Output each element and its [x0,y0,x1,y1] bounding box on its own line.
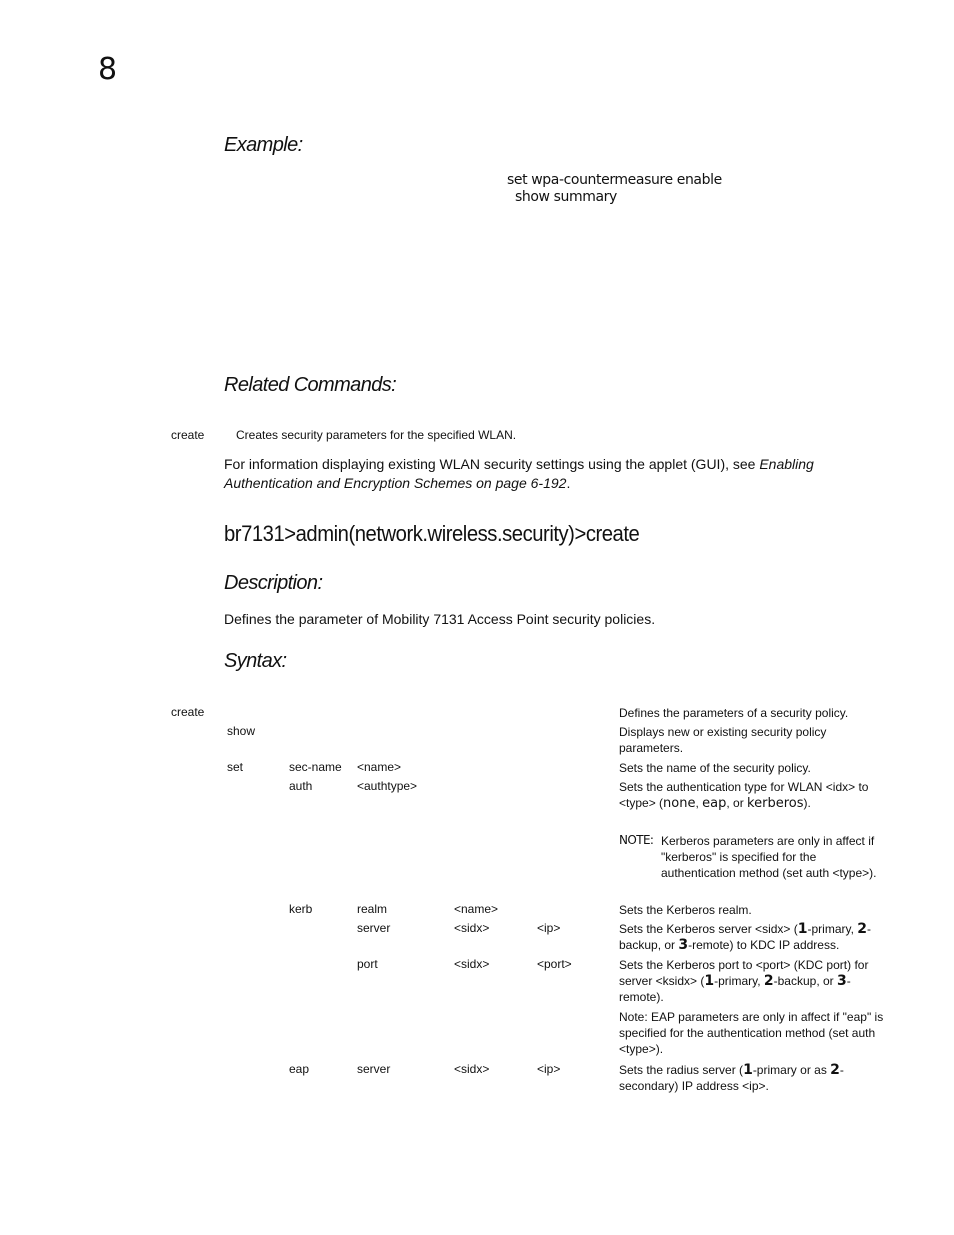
related-info-text: For information displaying existing WLAN security settings using the applet (GUI), see [224,456,760,472]
syntax-show: show [227,724,256,738]
syntax-eap: eap [289,1062,310,1076]
related-command-description: Creates security parameters for the specified WLAN. [236,428,517,442]
kerb-port-num-1: 1 [704,973,715,989]
syntax-kerb-server: server [357,921,391,935]
eap-server-desc-1: Sets the radius server ( [619,1063,744,1077]
syntax-kerb-server-desc [619,921,884,953]
kerb-port-desc-4: -remote). [619,974,851,1004]
syntax-eap-server-desc [619,1062,884,1094]
syntax-kerb-server-ip: <ip> [537,921,561,935]
syntax-eap-server: server [357,1062,391,1076]
auth-keyword-none: none [663,796,696,811]
example-line-1: set wpa-countermeasure enable [507,172,722,188]
kerb-server-desc-2: -primary, [807,922,858,936]
kerb-server-desc-4: -remote) to KDC IP address. [688,938,840,952]
syntax-show-desc: Displays new or existing security policy parameters. [619,725,827,755]
syntax-set: set [227,760,244,774]
syntax-kerb-port-sidx: <sidx> [454,957,490,971]
kerb-port-desc-2: -primary, [714,974,764,988]
syntax-kerb-port: port [357,957,378,971]
kerb-port-num-3: 3 [837,973,847,989]
eap-server-num-2: 2 [830,1062,840,1078]
kerb-server-desc-3: -backup, or [619,922,872,952]
auth-keyword-kerberos: kerberos [747,796,804,811]
related-info-suffix: . [566,475,571,491]
syntax-kerb: kerb [289,902,313,916]
eap-server-desc-2: -primary or as [752,1063,831,1077]
syntax-kerb-realm-arg: <name> [454,902,499,916]
syntax-sec-name: sec-name [289,760,342,774]
syntax-kerb-port-desc [619,957,884,1005]
description-text: Defines the parameter of Mobility 7131 Access Point security policies. [224,611,656,627]
syntax-create: create [171,705,205,719]
syntax-auth-desc [619,779,884,812]
example-heading: Example: [224,134,303,156]
syntax-heading: Syntax: [224,650,287,672]
description-heading: Description: [224,572,323,594]
syntax-eap-server-ip: <ip> [537,1062,561,1076]
syntax-eap-server-sidx: <sidx> [454,1062,490,1076]
related-commands-heading: Related Commands: [224,374,397,396]
syntax-auth-arg: <authtype> [357,779,418,793]
syntax-create-desc: Defines the parameters of a security policy. [619,706,849,720]
kerb-server-num-2: 2 [857,921,868,937]
auth-sep-2: , or [726,796,748,810]
auth-sep-1: , [695,796,703,810]
syntax-sec-name-arg: <name> [357,760,402,774]
eap-server-desc-3: -secondary) IP address <ip>. [619,1063,844,1093]
kerb-server-desc-1: Sets the Kerberos server <sidx> ( [619,922,798,936]
related-info-paragraph [224,455,854,493]
chapter-number: 8 [98,52,118,87]
syntax-sec-name-desc: Sets the name of the security policy. [619,761,811,775]
related-info-link[interactable]: Enabling Authentication and Encryption Schemes on page 6-192 [224,456,814,491]
kerb-server-num-1: 1 [797,921,808,937]
related-command-name: create [171,428,205,442]
syntax-kerb-realm-desc: Sets the Kerberos realm. [619,903,752,917]
auth-desc-suffix: ). [803,796,811,810]
auth-keyword-eap: eap [702,796,727,811]
syntax-kerb-realm: realm [357,902,388,916]
kerb-port-desc-3: -backup, or [773,974,838,988]
note-label: NOTE: [619,833,654,847]
eap-note: Note: EAP parameters are only in affect if "eap" is specified for the authentication method (set auth <type>). [619,1010,884,1056]
example-line-2: show summary [515,189,617,205]
kerb-server-num-3: 3 [678,937,689,953]
syntax-kerb-port-arg: <port> [537,957,572,971]
eap-server-num-1: 1 [743,1062,753,1078]
kerb-port-num-2: 2 [763,973,774,989]
kerb-port-desc-1: Sets the Kerberos port to <port> (KDC port) for server <ksidx> ( [619,958,869,988]
syntax-auth: auth [289,779,313,793]
command-heading: br7131>admin(network.wireless.security)>create [224,521,640,546]
auth-desc-text: Sets the authentication type for WLAN <idx> to <type> ( [619,780,869,810]
syntax-kerb-server-sidx: <sidx> [454,921,490,935]
note-text: Kerberos parameters are only in affect if "kerberos" is specified for the authentication method (set auth <type>). [661,834,877,880]
